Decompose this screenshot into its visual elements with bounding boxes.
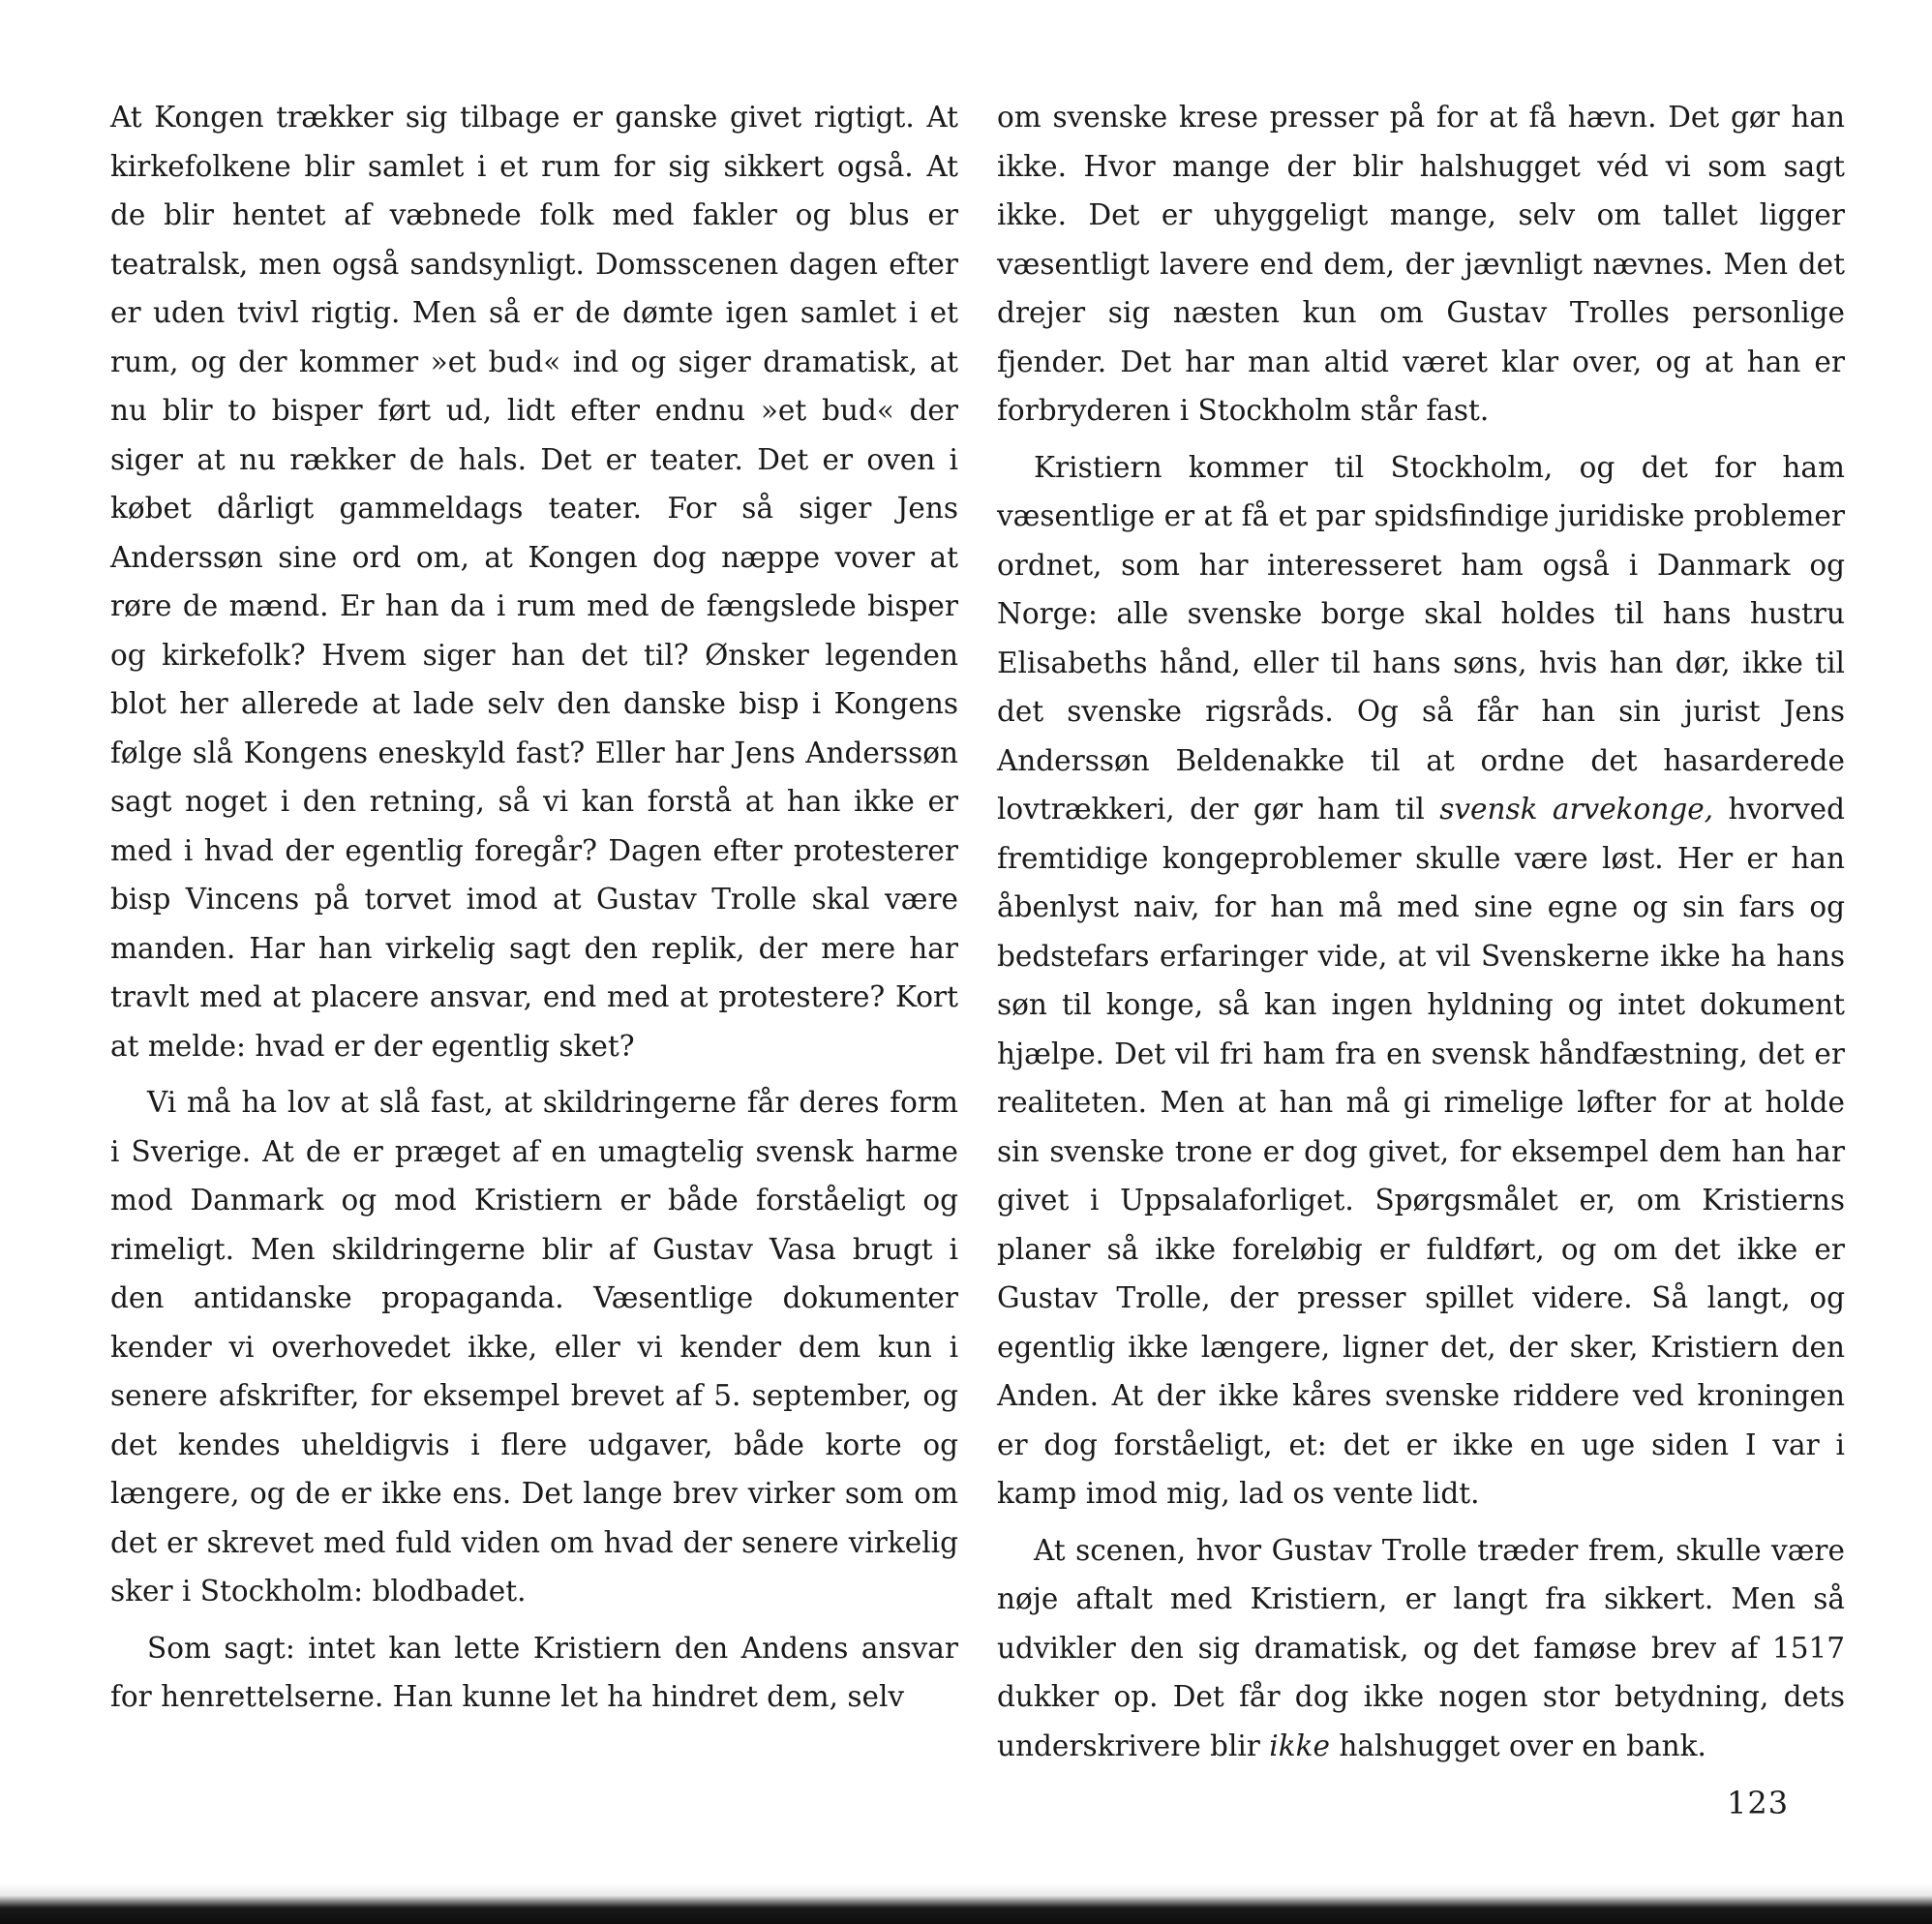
paragraph: At Kongen trækker sig tilbage er ganske givet rigtigt. At kirkefolkene blir samlet i et rum for sig sikkert også. At de blir hentet af væbnede folk med fakler og blus er teatralsk, men også sandsynligt. Domsscenen dagen efter er uden tvivl rigtig. Men så er de dømte igen samlet i et rum, og der kommer »et bud« ind og siger dramatisk, at nu blir to bisper ført ud, lidt efter endnu »et bud« der siger at nu rækker de hals. Det er teater. Det er oven i købet dårligt gammeldags teater. For så siger Jens Anderssøn sine ord om, at Kongen dog næppe vover at røre de mænd. Er han da i rum med de fængslede bisper og kirkefolk? Hvem siger han det til? Ønsker legenden blot her allerede at lade selv den danske bisp i Kongens følge slå Kongens eneskyld fast? Eller har Jens Anderssøn sagt noget i den retning, så vi kan forstå at han ikke er med i hvad der egentlig foregår? Dagen efter protesterer bisp Vincens på torvet imod at Gustav Trolle skal være manden. Har han virkelig sagt den replik, der mere har travlt med at placere ansvar, end med at protestere? Kort at melde: hvad er der egentlig sket? [110, 101, 958, 1063]
paragraph [997, 443, 1845, 1518]
paragraph-text: Kristiern kommer til Stockholm, og det for ham væsentlige er at få et par spidsfindige juridiske problemer ordnet, som har interesseret ham også i Danmark og Norge: alle svenske borge skal holdes til hans hustru Elisabeths hånd, eller til hans søns, hvis han dør, ikke til det svenske rigsråds. Og så får han sin jurist Jens Anderssøn Beldenakke til at ordne det hasarderede lovtrækkeri, der gør ham til [997, 450, 1845, 826]
paragraph-text: At scenen, hvor Gustav Trolle træder frem, skulle være nøje aftalt med Kristiern, er langt fra sikkert. Men så udvikler den sig dramatisk, og det famøse brev af 1517 dukker op. Det får dog ikke nogen stor betydning, dets underskrivere blir [997, 1533, 1845, 1762]
paragraph-text: halshugget over en bank. [1329, 1729, 1706, 1762]
page-number: 123 [1727, 1785, 1790, 1821]
paragraph: om svenske krese presser på for at få hævn. Det gør han ikke. Hvor mange der blir halshugget véd vi som sagt ikke. Det er uhyggeligt mange, selv om tallet ligger væsentligt lavere end dem, der jævnligt nævnes. Men det drejer sig næsten kun om Gustav Trolles personlige fjender. Det har man altid været klar over, og at han er forbryderen i Stockholm står fast. [997, 101, 1845, 427]
right-text-column [997, 93, 1845, 1770]
paragraph: Som sagt: intet kan lette Kristiern den Andens ansvar for henrettelserne. Han kunne let ha hindret dem, selv [110, 1631, 958, 1713]
paragraph-text: hvorved fremtidige kongeproblemer skulle være løst. Her er han åbenlyst naiv, for han må med sine egne og sin fars og bedstefars erfaringer vide, at vil Svenskerne ikke ha hans søn til konge, så kan ingen hyldning og intet dokument hjælpe. Det vil fri ham fra en svensk håndfæstning, det er realiteten. Men at han må gi rimelige løfter for at holde sin svenske trone er dog givet, for eksempel dem han har givet i Uppsalaforliget. Spørgsmålet er, om Kristierns planer så ikke foreløbig er fuldført, og om det ikke er Gustav Trolle, der presser spillet videre. Så langt, og egentlig ikke længere, ligner det, der sker, Kristiern den Anden. At der ikke kåres svenske riddere ved kroningen er dog forståeligt, et: det er ikke en uge siden I var i kamp imod mig, lad os vente lidt. [997, 793, 1845, 1510]
paragraph: Vi må ha lov at slå fast, at skildringerne får deres form i Sverige. At de er præget af en umagtelig svensk harme mod Danmark og mod Kristiern er både forståeligt og rimeligt. Men skildringerne blir af Gustav Vasa brugt i den antidanske propaganda. Væsentlige dokumenter kender vi overhovedet ikke, eller vi kender dem kun i senere afskrifter, for eksempel brevet af 5. september, og det kendes uheldigvis i flere udgaver, både korte og længere, og de er ikke ens. Det lange brev virker som om det er skrevet med fuld viden om hvad der senere virkelig sker i Stockholm: blodbadet. [110, 1086, 958, 1608]
italic-phrase: svensk arvekonge, [1439, 793, 1714, 826]
paragraph [997, 1526, 1845, 1771]
italic-word: ikke [1269, 1729, 1330, 1762]
page-edge-shadow [0, 1883, 1932, 1924]
left-text-column [110, 93, 958, 1722]
